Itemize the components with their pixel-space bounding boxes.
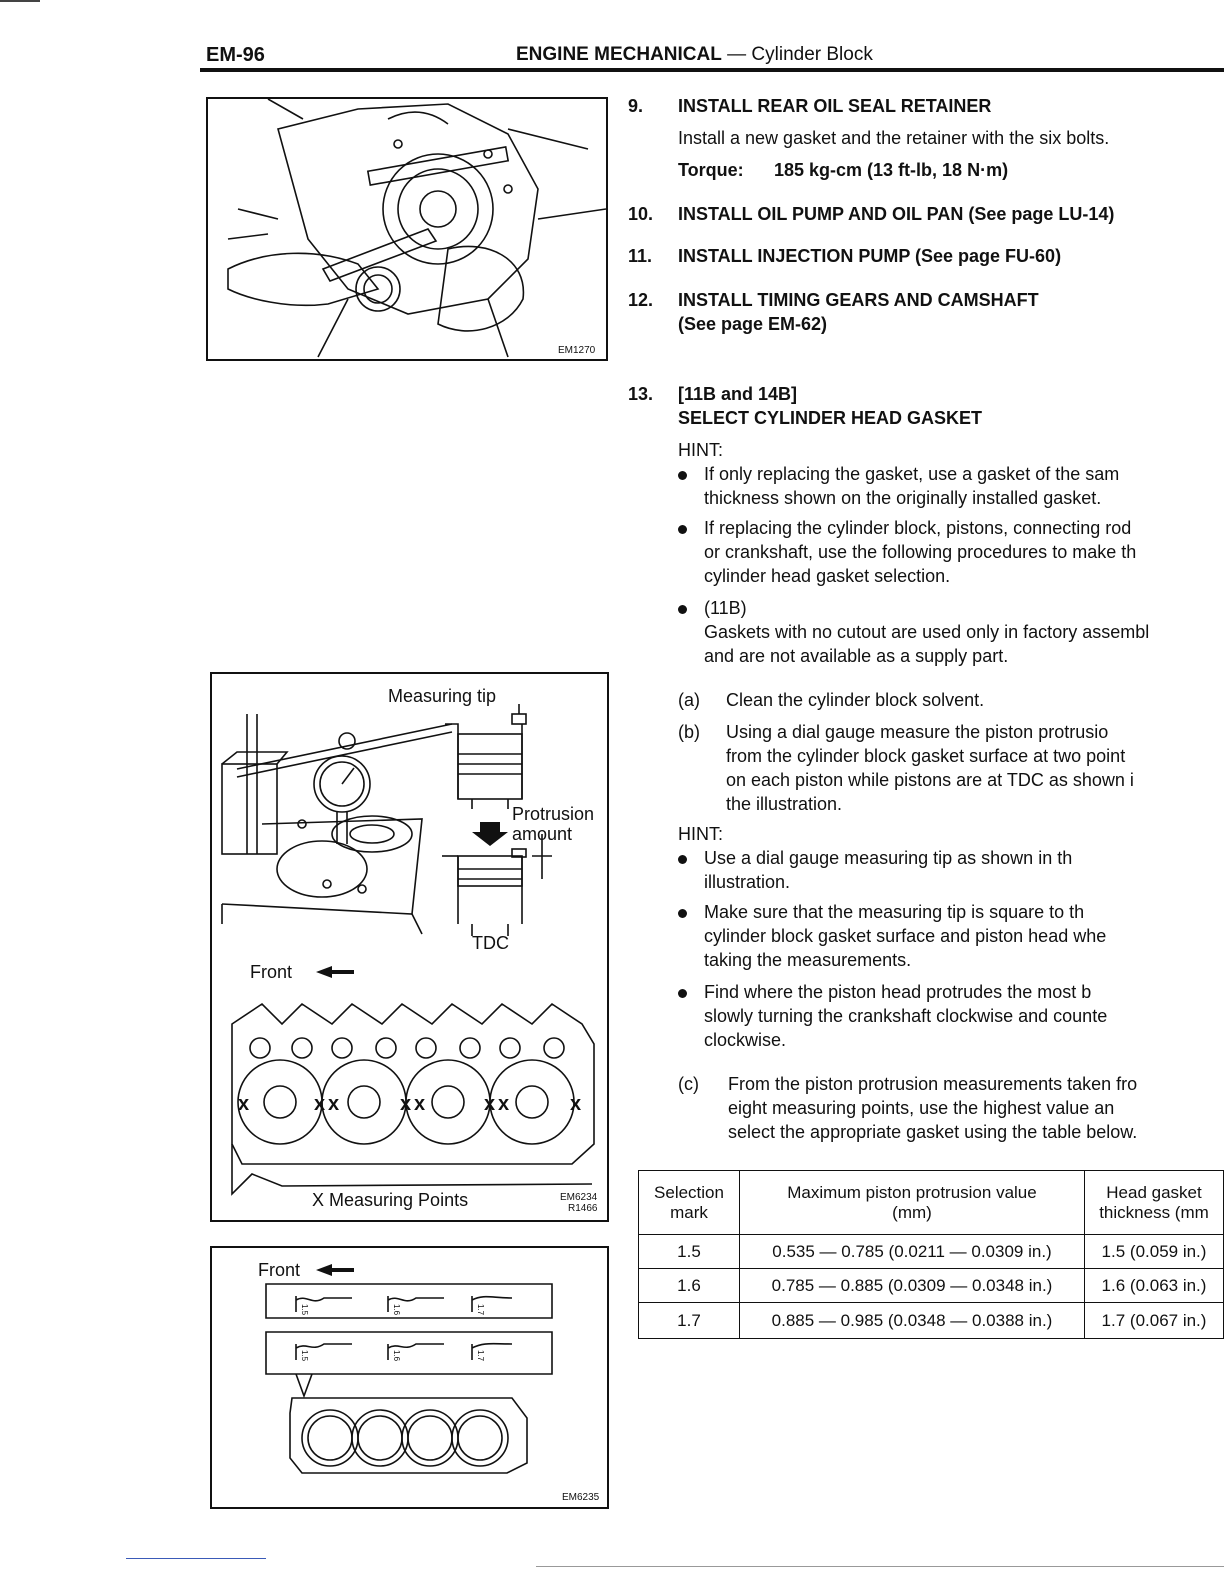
header-line: Selection [654,1182,724,1202]
measuring-point-x: x [570,1093,582,1115]
label-front: Front [250,962,293,982]
step-number: 12. [628,290,654,310]
gasket-selection-table [638,1170,1224,1339]
substep-b-line: from the cylinder block gasket surface at two point [726,746,1126,766]
table-row [639,1235,1224,1269]
bullet-line: or crankshaft, use the following procedures to make th [704,542,1137,562]
bullet-line: clockwise. [704,1030,787,1050]
substep-b-label: (b) [678,722,700,742]
figure-piston-protrusion [210,672,609,1222]
section-title-bold: ENGINE MECHANICAL [516,44,722,65]
bullet-line: Find where the piston head protrudes the most b [704,982,1092,1002]
substep-b-line: the illustration. [726,794,843,814]
step-9-body: Install a new gasket and the retainer with the six bolts. [678,128,1110,148]
step-number: 11. [628,246,653,266]
measuring-point-x: x [238,1093,250,1115]
table-cell: 1.7 [639,1303,740,1339]
table-cell: 1.6 (0.063 in.) [1085,1269,1224,1303]
figure-code-em6235: EM6235 [562,1492,600,1503]
substep-c-line: eight measuring points, use the highest value an [728,1098,1115,1118]
bullet-line: If replacing the cylinder block, pistons, connecting rod [704,518,1132,538]
gasket-mark: 1.5 [300,1350,309,1362]
figure-code-em1270: EM1270 [558,345,596,356]
table-cell: 0.785 — 0.885 (0.0309 — 0.0348 in.) [740,1269,1085,1303]
substep-a-label: (a) [678,690,700,710]
step-13-title: SELECT CYLINDER HEAD GASKET [678,408,983,428]
torque-label: Torque: [678,160,744,180]
bullet-line: cylinder block gasket surface and piston head whe [704,926,1107,946]
table-header-cell [740,1171,1085,1235]
step-number: 10. [628,204,654,224]
bullet-line: taking the measurements. [704,950,912,970]
table-header-cell [1085,1171,1224,1235]
table-cell: 0.885 — 0.985 (0.0348 — 0.0388 in.) [740,1303,1085,1339]
bullet-dot [678,525,687,534]
hint-label: HINT: [678,824,723,844]
gasket-mark: 1.6 [392,1350,401,1362]
measuring-point-x: x [328,1093,340,1115]
table-row [639,1303,1224,1339]
gasket-marks-illustration [212,1248,607,1507]
measuring-point-x: x [400,1093,412,1115]
label-tdc: TDC [472,933,509,953]
gasket-mark: 1.7 [476,1350,485,1362]
table-header-row [639,1171,1224,1235]
step-title: [11B and 14B] [678,384,798,404]
step-title: INSTALL OIL PUMP AND OIL PAN (See page LU-14) [678,204,1115,224]
table-cell: 1.5 (0.059 in.) [1085,1235,1224,1269]
label-measuring-points: X Measuring Points [312,1190,469,1210]
bullet-dot [678,855,687,864]
bullet-line: If only replacing the gasket, use a gasket of the sam [704,464,1120,484]
hint-label: HINT: [678,440,723,460]
bullet-line: slowly turning the crankshaft clockwise and counte [704,1006,1108,1026]
bullet-line: and are not available as a supply part. [704,646,1009,666]
table-row [639,1269,1224,1303]
label-amount: amount [512,824,573,844]
step-title: INSTALL REAR OIL SEAL RETAINER [678,96,992,116]
figure-code-r1466: R1466 [568,1203,598,1214]
table-cell: 1.6 [639,1269,740,1303]
measuring-point-x: x [414,1093,426,1115]
bullet-line: Use a dial gauge measuring tip as shown in th [704,848,1073,868]
table-cell: 0.535 — 0.785 (0.0211 — 0.0309 in.) [740,1235,1085,1269]
step-12-ref: (See page EM-62) [678,314,828,334]
label-protrusion: Protrusion [512,804,595,824]
gasket-mark: 1.6 [392,1304,401,1316]
bullet-dot [678,471,687,480]
bullet-dot [678,989,687,998]
step-number: 9. [628,96,644,116]
piston-protrusion-illustration [212,674,607,1220]
table-header-cell [639,1171,740,1235]
measuring-point-x: x [484,1093,496,1115]
gasket-mark: 1.7 [476,1304,485,1316]
oil-seal-retainer-illustration [208,99,606,359]
section-title [516,44,873,66]
step-title: INSTALL INJECTION PUMP (See page FU-60) [678,246,1062,266]
substep-a: Clean the cylinder block solvent. [726,690,985,710]
label-measuring-tip: Measuring tip [388,686,497,706]
torque-value: 185 kg-cm (13 ft-lb, 18 N·m) [774,160,1009,180]
label-front: Front [258,1260,301,1280]
bullet-dot [678,605,687,614]
figure-oil-seal-retainer [206,97,608,361]
substep-b-line: on each piston while pistons are at TDC as shown i [726,770,1134,790]
bullet-line: cylinder head gasket selection. [704,566,951,586]
bullet-line: Gaskets with no cutout are used only in factory assembl [704,622,1150,642]
bullet-dot [678,909,687,918]
substep-c-line: select the appropriate gasket using the table below. [728,1122,1138,1142]
header-line: Maximum piston protrusion value [787,1182,1037,1202]
page-number: EM-96 [206,44,265,66]
measuring-point-x: x [314,1093,326,1115]
bullet-line: Make sure that the measuring tip is square to th [704,902,1085,922]
header-line: Head gasket [1106,1182,1202,1202]
substep-c-label: (c) [678,1074,699,1094]
figure-code-em6234: EM6234 [560,1192,598,1203]
bullet-line: illustration. [704,872,791,892]
step-number: 13. [628,384,654,404]
section-title-sub: — Cylinder Block [721,44,873,65]
bullet-line: (11B) [704,598,747,618]
header-line: mark [670,1202,708,1222]
table-cell: 1.7 (0.067 in.) [1085,1303,1224,1339]
bullet-line: thickness shown on the originally installed gasket. [704,488,1102,508]
figure-gasket-marks [210,1246,609,1509]
footer-rule [536,1566,1224,1567]
measuring-point-x: x [498,1093,510,1115]
step-title: INSTALL TIMING GEARS AND CAMSHAFT [678,290,1039,310]
substep-b-line: Using a dial gauge measure the piston protrusio [726,722,1109,742]
header-rule [200,68,1224,72]
header-line: (mm) [892,1202,932,1222]
footer-line [126,1558,266,1559]
gasket-mark: 1.5 [300,1304,309,1316]
table-cell: 1.5 [639,1235,740,1269]
substep-c-line: From the piston protrusion measurements taken fro [728,1074,1138,1094]
scan-corner-mark [0,0,40,8]
header-line: thickness (mm [1099,1202,1209,1222]
